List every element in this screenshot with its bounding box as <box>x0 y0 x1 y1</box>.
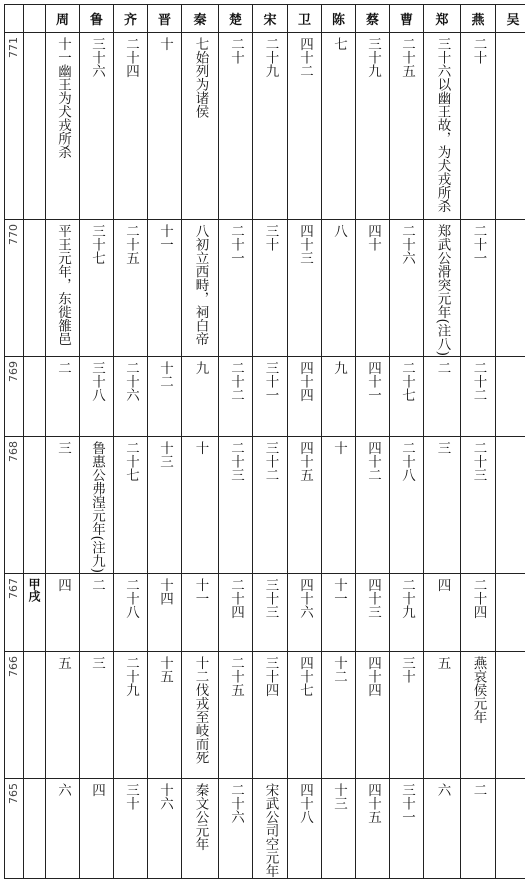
year-cell <box>5 437 24 574</box>
year-cell <box>5 652 24 779</box>
state-cell-text: 二十一 <box>227 224 244 265</box>
header-ganzhi-blank <box>24 5 46 33</box>
state-cell-text: 三十八 <box>88 361 105 402</box>
state-cell-text: 四十 <box>364 224 381 251</box>
header-year-blank <box>5 5 24 33</box>
state-cell-text: 十 <box>192 441 209 455</box>
state-cell-text: 四 <box>434 578 451 592</box>
state-cell <box>322 357 356 437</box>
state-cell-text: 四十四 <box>296 361 313 402</box>
state-cell-text: 三十 <box>398 656 415 683</box>
year-cell <box>5 574 24 652</box>
header-row <box>5 5 525 33</box>
state-cell-text: 二十八 <box>122 578 139 619</box>
state-cell <box>182 437 219 574</box>
state-cell <box>496 437 525 574</box>
state-cell-text: 四十七 <box>296 656 313 697</box>
state-cell <box>356 220 390 357</box>
year-label: 768 <box>7 441 20 462</box>
state-cell <box>253 574 288 652</box>
state-cell-text: 三十一 <box>398 783 415 824</box>
state-cell-text: 十二伐戎至岐而死 <box>192 656 209 764</box>
header-wu: 吴 <box>496 5 525 33</box>
ganzhi-cell <box>24 779 46 879</box>
state-cell-text: 二十九 <box>262 37 279 78</box>
state-cell-text: 四十二 <box>364 441 381 482</box>
state-cell-text: 四 <box>88 783 105 797</box>
state-cell-text: 三十四 <box>262 656 279 697</box>
state-cell-text: 四十一 <box>364 361 381 402</box>
state-cell <box>461 33 496 220</box>
state-cell <box>182 574 219 652</box>
header-chen: 陈 <box>322 5 356 33</box>
state-cell-text: 九 <box>192 361 209 375</box>
state-cell <box>114 220 148 357</box>
state-cell-text: 郑武公滑突元年(注八) <box>434 224 451 356</box>
state-cell <box>80 652 114 779</box>
state-cell <box>496 357 525 437</box>
state-cell <box>496 779 525 879</box>
state-cell <box>356 779 390 879</box>
header-chu: 楚 <box>219 5 253 33</box>
state-cell-text: 五 <box>54 656 71 670</box>
state-cell-text: 三十一 <box>262 361 279 402</box>
state-cell <box>182 220 219 357</box>
state-cell <box>322 574 356 652</box>
state-cell-text: 十二 <box>156 361 173 388</box>
table-row <box>5 220 525 357</box>
state-cell <box>253 652 288 779</box>
state-cell <box>461 220 496 357</box>
state-cell <box>46 652 80 779</box>
state-cell-text: 三十 <box>262 224 279 251</box>
table-row <box>5 574 525 652</box>
state-cell-text: 三十三 <box>262 578 279 619</box>
state-cell <box>148 652 182 779</box>
state-cell-text: 二十九 <box>122 656 139 697</box>
state-cell-text: 二 <box>434 361 451 375</box>
state-cell <box>80 437 114 574</box>
state-cell-text: 十六 <box>156 783 173 810</box>
state-cell <box>219 357 253 437</box>
state-cell-text: 四十二 <box>296 37 313 78</box>
state-cell <box>390 220 424 357</box>
state-cell <box>356 652 390 779</box>
state-cell <box>424 779 461 879</box>
state-cell <box>461 779 496 879</box>
state-cell <box>219 220 253 357</box>
year-cell <box>5 779 24 879</box>
state-cell <box>148 357 182 437</box>
state-cell-text: 八初立西畤，祠白帝 <box>192 224 209 346</box>
state-cell-text: 十一幽王为犬戎所杀 <box>54 37 71 159</box>
state-cell-text: 二十六 <box>398 224 415 265</box>
state-cell-text: 二十二 <box>470 361 487 402</box>
header-zhou: 周 <box>46 5 80 33</box>
state-cell <box>288 437 322 574</box>
state-cell <box>288 574 322 652</box>
state-cell-text: 九 <box>330 361 347 375</box>
state-cell <box>390 33 424 220</box>
state-cell <box>288 33 322 220</box>
state-cell-text: 四十四 <box>364 656 381 697</box>
table-row <box>5 33 525 220</box>
state-cell <box>253 357 288 437</box>
state-cell <box>46 437 80 574</box>
header-jin: 晋 <box>148 5 182 33</box>
state-cell <box>182 652 219 779</box>
ganzhi-cell <box>24 574 46 652</box>
state-cell <box>424 33 461 220</box>
state-cell <box>219 33 253 220</box>
state-cell-text: 十 <box>330 441 347 455</box>
state-cell-text: 二 <box>470 783 487 797</box>
state-cell-text: 十二 <box>330 656 347 683</box>
year-label: 766 <box>7 656 20 677</box>
state-cell-text: 二 <box>54 361 71 375</box>
state-cell <box>219 574 253 652</box>
state-cell-text: 二 <box>88 578 105 592</box>
ganzhi-cell <box>24 437 46 574</box>
state-cell-text: 七 <box>330 37 347 51</box>
header-cai: 蔡 <box>356 5 390 33</box>
state-cell <box>148 437 182 574</box>
state-cell <box>288 220 322 357</box>
table-row <box>5 652 525 779</box>
state-cell <box>148 574 182 652</box>
state-cell-text: 十一 <box>156 224 173 251</box>
ganzhi-label: 甲戌 <box>26 578 43 602</box>
state-cell-text: 三十六以幽王故，为犬戎所杀 <box>434 37 451 213</box>
state-cell <box>80 779 114 879</box>
state-cell <box>182 357 219 437</box>
state-cell <box>322 33 356 220</box>
state-cell-text: 十四 <box>156 578 173 605</box>
table-row <box>5 779 525 879</box>
state-cell-text: 二十三 <box>227 441 244 482</box>
state-cell-text: 四十八 <box>296 783 313 824</box>
state-cell-text: 三 <box>434 441 451 455</box>
state-cell <box>322 220 356 357</box>
year-cell <box>5 33 24 220</box>
state-cell <box>182 779 219 879</box>
state-cell <box>390 652 424 779</box>
state-cell <box>148 33 182 220</box>
state-cell <box>114 357 148 437</box>
state-cell-text: 三十六 <box>88 37 105 78</box>
state-cell <box>424 357 461 437</box>
state-cell-text: 二十五 <box>398 37 415 78</box>
state-cell-text: 鲁惠公弗湟元年(注九) <box>88 441 105 573</box>
state-cell-text: 平王元年，东徙雒邑 <box>54 224 71 346</box>
state-cell <box>219 779 253 879</box>
state-cell-text: 六 <box>54 783 71 797</box>
state-cell <box>148 779 182 879</box>
year-label: 771 <box>7 37 20 58</box>
state-cell-text: 三 <box>88 656 105 670</box>
header-yan: 燕 <box>461 5 496 33</box>
header-wei: 卫 <box>288 5 322 33</box>
state-cell <box>356 357 390 437</box>
state-cell <box>80 33 114 220</box>
state-cell-text: 二十 <box>227 37 244 64</box>
state-cell-text: 三十二 <box>262 441 279 482</box>
state-cell-text: 秦文公元年 <box>192 783 209 851</box>
state-cell-text: 二十八 <box>398 441 415 482</box>
state-cell <box>46 220 80 357</box>
state-cell <box>424 652 461 779</box>
state-cell <box>356 33 390 220</box>
state-cell-text: 宋武公司空元年 <box>262 783 279 878</box>
state-cell-text: 四十五 <box>364 783 381 824</box>
state-cell <box>322 779 356 879</box>
state-cell-text: 二十五 <box>227 656 244 697</box>
state-cell <box>288 652 322 779</box>
state-cell-text: 二十二 <box>227 361 244 402</box>
state-cell-text: 二十四 <box>122 37 139 78</box>
year-label: 765 <box>7 783 20 804</box>
state-cell-text: 三十 <box>122 783 139 810</box>
state-cell <box>496 220 525 357</box>
state-cell-text: 十一 <box>192 578 209 605</box>
state-cell-text: 四十三 <box>296 224 313 265</box>
table-row <box>5 437 525 574</box>
state-cell <box>288 357 322 437</box>
state-cell <box>390 437 424 574</box>
state-cell-text: 五 <box>434 656 451 670</box>
state-cell-text: 三十九 <box>364 37 381 78</box>
state-cell-text: 二十四 <box>227 578 244 619</box>
table-row <box>5 357 525 437</box>
state-cell-text: 十三 <box>330 783 347 810</box>
header-qi: 齐 <box>114 5 148 33</box>
state-cell <box>219 652 253 779</box>
state-cell-text: 二十三 <box>470 441 487 482</box>
state-cell <box>424 574 461 652</box>
state-cell <box>424 220 461 357</box>
state-cell <box>46 779 80 879</box>
state-cell <box>253 779 288 879</box>
state-cell <box>461 574 496 652</box>
state-cell <box>390 357 424 437</box>
ganzhi-cell <box>24 33 46 220</box>
state-cell <box>461 652 496 779</box>
state-cell <box>496 652 525 779</box>
state-cell-text: 十一 <box>330 578 347 605</box>
year-cell <box>5 357 24 437</box>
state-cell-text: 三 <box>54 441 71 455</box>
state-cell <box>148 220 182 357</box>
state-cell <box>253 220 288 357</box>
ganzhi-cell <box>24 357 46 437</box>
ganzhi-cell <box>24 220 46 357</box>
state-cell <box>496 574 525 652</box>
state-cell <box>46 357 80 437</box>
state-cell-text: 四十六 <box>296 578 313 619</box>
state-cell <box>80 220 114 357</box>
state-cell <box>182 33 219 220</box>
state-cell <box>356 437 390 574</box>
state-cell <box>253 437 288 574</box>
state-cell <box>390 574 424 652</box>
state-cell-text: 六 <box>434 783 451 797</box>
state-cell <box>219 437 253 574</box>
state-cell-text: 十 <box>156 37 173 51</box>
state-cell-text: 十五 <box>156 656 173 683</box>
state-cell-text: 二十六 <box>227 783 244 824</box>
state-cell <box>356 574 390 652</box>
state-cell-text: 二十七 <box>122 441 139 482</box>
state-cell <box>288 779 322 879</box>
state-cell-text: 七始列为诸侯 <box>192 37 209 118</box>
state-cell-text: 八 <box>330 224 347 238</box>
state-cell <box>80 357 114 437</box>
state-cell <box>46 574 80 652</box>
state-cell <box>46 33 80 220</box>
state-cell <box>424 437 461 574</box>
state-cell <box>322 437 356 574</box>
state-cell <box>253 33 288 220</box>
state-cell-text: 四 <box>54 578 71 592</box>
state-cell <box>496 33 525 220</box>
state-cell <box>114 574 148 652</box>
state-cell <box>322 652 356 779</box>
state-cell <box>80 574 114 652</box>
state-cell-text: 二十六 <box>122 361 139 402</box>
state-cell <box>114 437 148 574</box>
state-cell <box>114 33 148 220</box>
ganzhi-cell <box>24 652 46 779</box>
state-cell <box>390 779 424 879</box>
state-cell <box>461 357 496 437</box>
year-label: 767 <box>7 578 20 599</box>
header-song: 宋 <box>253 5 288 33</box>
year-label: 770 <box>7 224 20 245</box>
state-cell <box>461 437 496 574</box>
header-lu: 鲁 <box>80 5 114 33</box>
state-cell-text: 二十一 <box>470 224 487 265</box>
header-zheng: 郑 <box>424 5 461 33</box>
year-cell <box>5 220 24 357</box>
state-cell-text: 二十七 <box>398 361 415 402</box>
state-cell-text: 三十七 <box>88 224 105 265</box>
chronology-table <box>4 4 525 879</box>
state-cell-text: 燕哀侯元年 <box>470 656 487 724</box>
state-cell-text: 二十四 <box>470 578 487 619</box>
state-cell-text: 十三 <box>156 441 173 468</box>
header-qin: 秦 <box>182 5 219 33</box>
state-cell-text: 四十三 <box>364 578 381 619</box>
state-cell-text: 四十五 <box>296 441 313 482</box>
state-cell-text: 二十九 <box>398 578 415 619</box>
state-cell-text: 二十 <box>470 37 487 64</box>
header-cao: 曹 <box>390 5 424 33</box>
state-cell <box>114 652 148 779</box>
state-cell <box>114 779 148 879</box>
year-label: 769 <box>7 361 20 382</box>
state-cell-text: 二十五 <box>122 224 139 265</box>
